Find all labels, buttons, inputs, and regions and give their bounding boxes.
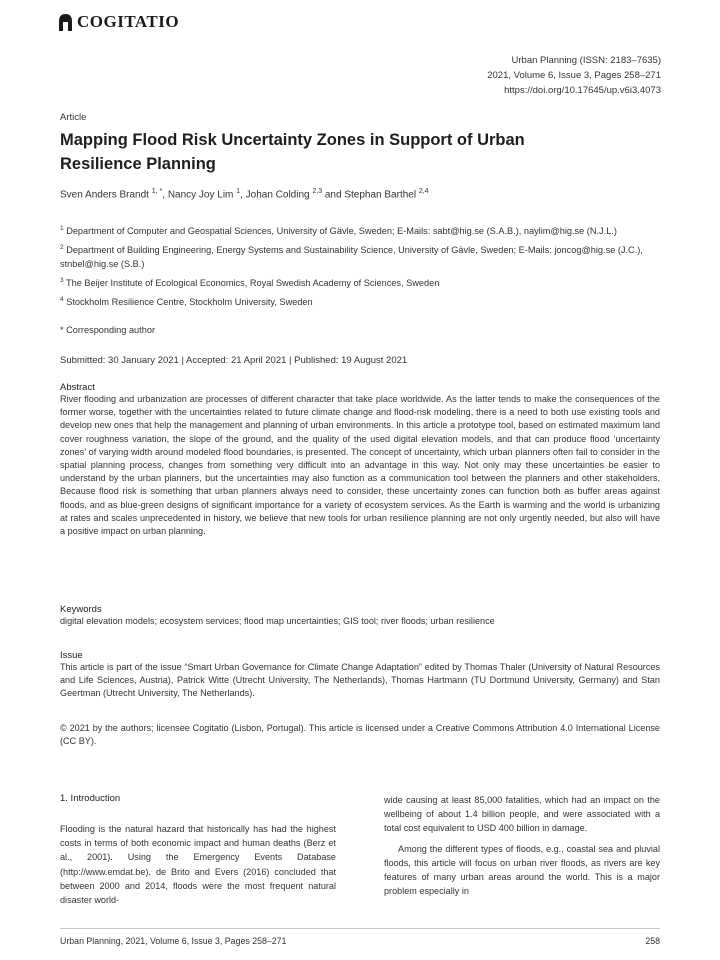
- introduction-heading: 1. Introduction: [60, 793, 121, 804]
- issue-text: This article is part of the issue “Smart Urban Governance for Climate Change Adaptation” edited by Thomas Thaler (University of Natural Resources and Life Sciences, Austria), Patrick Witte (Utrecht University, The Netherlands), Thomas Hartmann (TU Dortmund University, Germany) and Stan Geertman (Utrecht University, The Netherlands).: [60, 662, 660, 699]
- author-separator: ,: [240, 189, 246, 201]
- author-affiliation-marker: 1, *: [151, 188, 163, 195]
- author-name: Johan Colding: [245, 189, 310, 201]
- author-affiliation-marker: 2,3: [312, 188, 323, 195]
- keywords-section: [60, 604, 660, 628]
- body-column-right: [384, 793, 660, 898]
- journal-issn: Urban Planning (ISSN: 2183–7635): [511, 55, 661, 66]
- affiliation-number: 1: [60, 225, 64, 232]
- abstract-text: River flooding and urbanization are processes of different character that take place worldwide. As the latter tends to make the consequences of the former worse, together with the uncertainties related to future climate change and flood-risk modeling, there is a need to both use existing tools and develop new ones that help the management and planning of urban environments. In this article a prototype tool, based on estimated maximum land cover roughness variation, the slope of the ground, and the quality of the used digital elevation models, and that can produce flood ‘uncertainty zones’ of varying width around modeled flood boundaries, is presented. The concept of uncertainty, which urban planners often fail to consider in the spatial planning process, changes from something very difficult into an advantage in this way. Not only may these uncertainties be easier to understand by the urban planners, but the uncertainties may also function as a communication tool between the planners and other stakeholders. Because flood risk is something that urban planners always need to consider, these uncertainty zones can function both as buffer areas against floods, and as blue-green designs of significant importance for a variety of ecosystem services. As the Earth is warming and the world is urbanizing at rates and scales unprecedented in history, we believe that new tools for urban resilience planning are not only urgently needed, but also will have a positive impact on urban planning.: [60, 394, 660, 537]
- affiliation-item: [60, 274, 660, 290]
- affiliation-text: Department of Computer and Geospatial Sciences, University of Gävle, Sweden; E-Mails: sabt@hig.se (S.A.B.), naylim@hig.se (N.J.L.): [66, 226, 617, 237]
- author-name: Stephan Barthel: [344, 189, 417, 201]
- affiliation-item: [60, 293, 660, 309]
- affiliation-text: Department of Building Engineering, Energy Systems and Sustainability Science, University of Gävle, Sweden; E-Mails: joncog@hig.se (J.C.), stnbel@hig.se (S.B.): [60, 245, 643, 269]
- journal-info: [487, 53, 661, 98]
- affiliation-number: 3: [60, 276, 64, 284]
- copyright-text: © 2021 by the authors; licensee Cogitatio (Lisbon, Portugal). This article is licensed under a Creative Commons Attribution 4.0 International License (CC BY).: [60, 723, 660, 747]
- footer-divider: [60, 928, 660, 929]
- article-type-label: Article: [60, 112, 87, 123]
- affiliation-list: [60, 222, 660, 312]
- corresponding-author-note: * Corresponding author: [60, 325, 155, 335]
- body-paragraph: Among the different types of floods, e.g., coastal sea and pluvial floods, this article will focus on urban river floods, as rivers are key features of many urban areas around the world. This is a major problem especially in: [384, 843, 660, 897]
- author-list: [60, 188, 429, 200]
- cogitatio-logo-icon: [58, 13, 73, 32]
- author-separator: and: [322, 189, 345, 201]
- affiliation-number: 4: [60, 296, 64, 303]
- affiliation-item: [60, 222, 660, 238]
- author-name: Sven Anders Brandt: [60, 189, 149, 201]
- body-paragraph: Flooding is the natural hazard that historically has had the highest costs in terms of both economic impact and human deaths (Berz et al., 2001). Using the Emergency Events Database (http://www.emdat.be), de Brito and Evers (2016) concluded that between 2000 and 2014, floods were the most frequent natural disaster world-: [60, 824, 336, 906]
- keywords-text: digital elevation models; ecosystem services; flood map uncertainties; GIS tool; river floods; urban resilience: [60, 616, 495, 626]
- body-column-left: [60, 793, 336, 907]
- body-paragraph: wide causing at least 85,000 fatalities, which had an impact on the wellbeing of about 1.4 billion people, and were associated with a total cost equivalent to USD 400 billion in damage.: [384, 795, 660, 834]
- affiliation-item: [60, 241, 660, 270]
- publisher-logo: [58, 12, 179, 32]
- affiliation-number: 2: [60, 244, 64, 252]
- doi-link[interactable]: https://doi.org/10.17645/up.v6i3.4073: [504, 85, 661, 96]
- author-name: Nancy Joy Lim: [167, 189, 234, 201]
- publication-dates: Submitted: 30 January 2021 | Accepted: 21 April 2021 | Published: 19 August 2021: [60, 355, 408, 366]
- author-separator: ,: [162, 189, 168, 201]
- logo-text: COGITATIO: [77, 12, 180, 31]
- footer-citation: Urban Planning, 2021, Volume 6, Issue 3, Pages 258–271: [60, 936, 287, 946]
- page-number: 258: [645, 936, 660, 946]
- abstract-heading: Abstract: [60, 382, 95, 393]
- keywords-heading: Keywords: [60, 604, 102, 615]
- issue-section: [60, 650, 660, 701]
- issue-heading: Issue: [60, 650, 83, 661]
- author-affiliation-marker: 1: [236, 188, 241, 195]
- journal-volume: 2021, Volume 6, Issue 3, Pages 258–271: [487, 70, 661, 81]
- article-title: Mapping Flood Risk Uncertainty Zones in Support of Urban Resilience Planning: [60, 131, 525, 173]
- copyright-section: [60, 722, 660, 748]
- affiliation-text: The Beijer Institute of Ecological Economics, Royal Swedish Academy of Sciences, Sweden: [66, 277, 440, 288]
- author-affiliation-marker: 2,4: [418, 188, 429, 195]
- abstract-section: [60, 382, 660, 538]
- affiliation-text: Stockholm Resilience Centre, Stockholm University, Sweden: [66, 297, 313, 308]
